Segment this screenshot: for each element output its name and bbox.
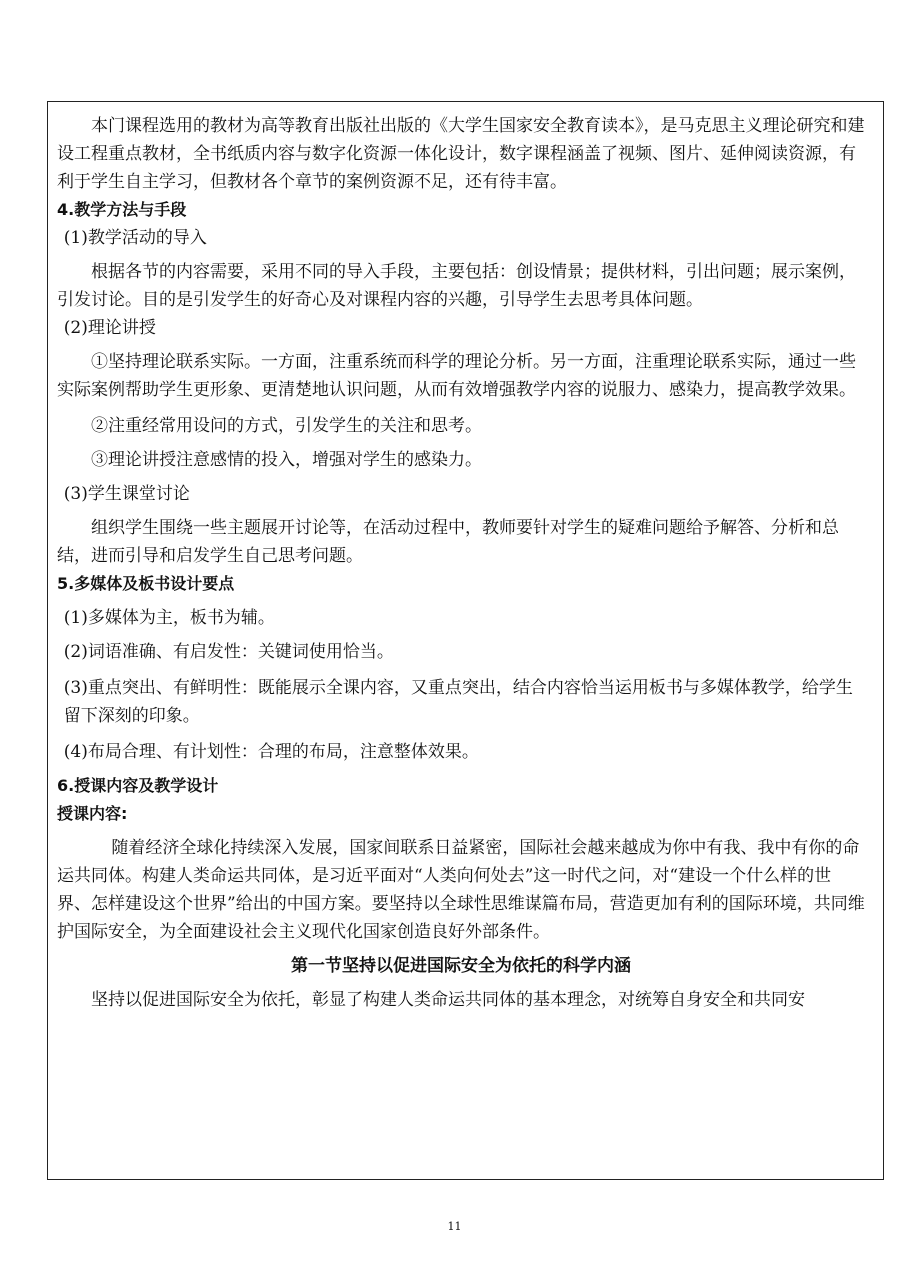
section-title: 第一节坚持以促进国际安全为依托的科学内涵 — [291, 956, 631, 976]
subheading-theory: (2)理论讲授 — [63, 318, 156, 338]
paragraph-theory-2: ②注重经常用设问的方式，引发学生的关注和思考。 — [91, 416, 482, 436]
paragraph-textbook: 本门课程选用的教材为高等教育出版社出版的《大学生国家安全教育读本》，是马克思主义理论研究和建设工程重点教材，全书纸质内容与数字化资源一体化设计，数字课程涵盖了视频、图片、延伸阅读资源，有利于学生自主学习，但教材各个章节的案例资源不足，还有待丰富。 — [57, 116, 865, 192]
paragraph-introduction: 根据各节的内容需要，采用不同的导入手段，主要包括：创设情景；提供材料，引出问题；展示案例，引发讨论。目的是引发学生的好奇心及对课程内容的兴趣，引导学生去思考具体问题。 — [57, 262, 856, 310]
multimedia-point-1: (1)多媒体为主，板书为辅。 — [63, 608, 275, 628]
paragraph-lecture: 随着经济全球化持续深入发展，国家间联系日益紧密，国际社会越来越成为你中有我、我中有你的命运共同体。构建人类命运共同体，是习近平面对“人类向何处去”这一时代之问，对“建设一个什么样的世界、怎样建设这个世界”给出的中国方案。要坚持以全球性思维谋篇布局，营造更加有利的国际环境，共同维护国际安全，为全面建设社会主义现代化国家创造良好外部条件。 — [57, 838, 865, 942]
heading-teaching-methods: 4.教学方法与手段 — [57, 200, 187, 219]
page-number: 11 — [447, 1220, 462, 1233]
multimedia-point-4: (4)布局合理、有计划性：合理的布局，注意整体效果。 — [63, 742, 479, 762]
paragraph-theory-1: ①坚持理论联系实际。一方面，注重系统而科学的理论分析。另一方面，注重理论联系实际，通过一些实际案例帮助学生更形象、更清楚地认识问题，从而有效增强教学内容的说服力、感染力，提高教学效果。 — [57, 352, 856, 400]
multimedia-point-2: (2)词语准确、有启发性：关键词使用恰当。 — [63, 642, 394, 662]
multimedia-point-3: (3)重点突出、有鲜明性：既能展示全课内容，又重点突出，结合内容恰当运用板书与多媒体教学，给学生留下深刻的印象。 — [63, 678, 853, 726]
paragraph-section: 坚持以促进国际安全为依托，彰显了构建人类命运共同体的基本理念，对统筹自身安全和共同安 — [91, 990, 805, 1010]
paragraph-discussion: 组织学生围绕一些主题展开讨论等，在活动过程中，教师要针对学生的疑难问题给予解答、分析和总结，进而引导和启发学生自己思考问题。 — [57, 518, 839, 566]
heading-multimedia: 5.多媒体及板书设计要点 — [57, 574, 235, 593]
document-body — [57, 112, 865, 1014]
paragraph-theory-3: ③理论讲授注意感情的投入，增强对学生的感染力。 — [91, 450, 482, 470]
heading-lecture-content: 6.授课内容及教学设计 — [57, 776, 219, 795]
lecture-content-label: 授课内容: — [57, 804, 128, 823]
subheading-introduction: (1)教学活动的导入 — [63, 228, 207, 248]
subheading-discussion: (3)学生课堂讨论 — [63, 484, 190, 504]
